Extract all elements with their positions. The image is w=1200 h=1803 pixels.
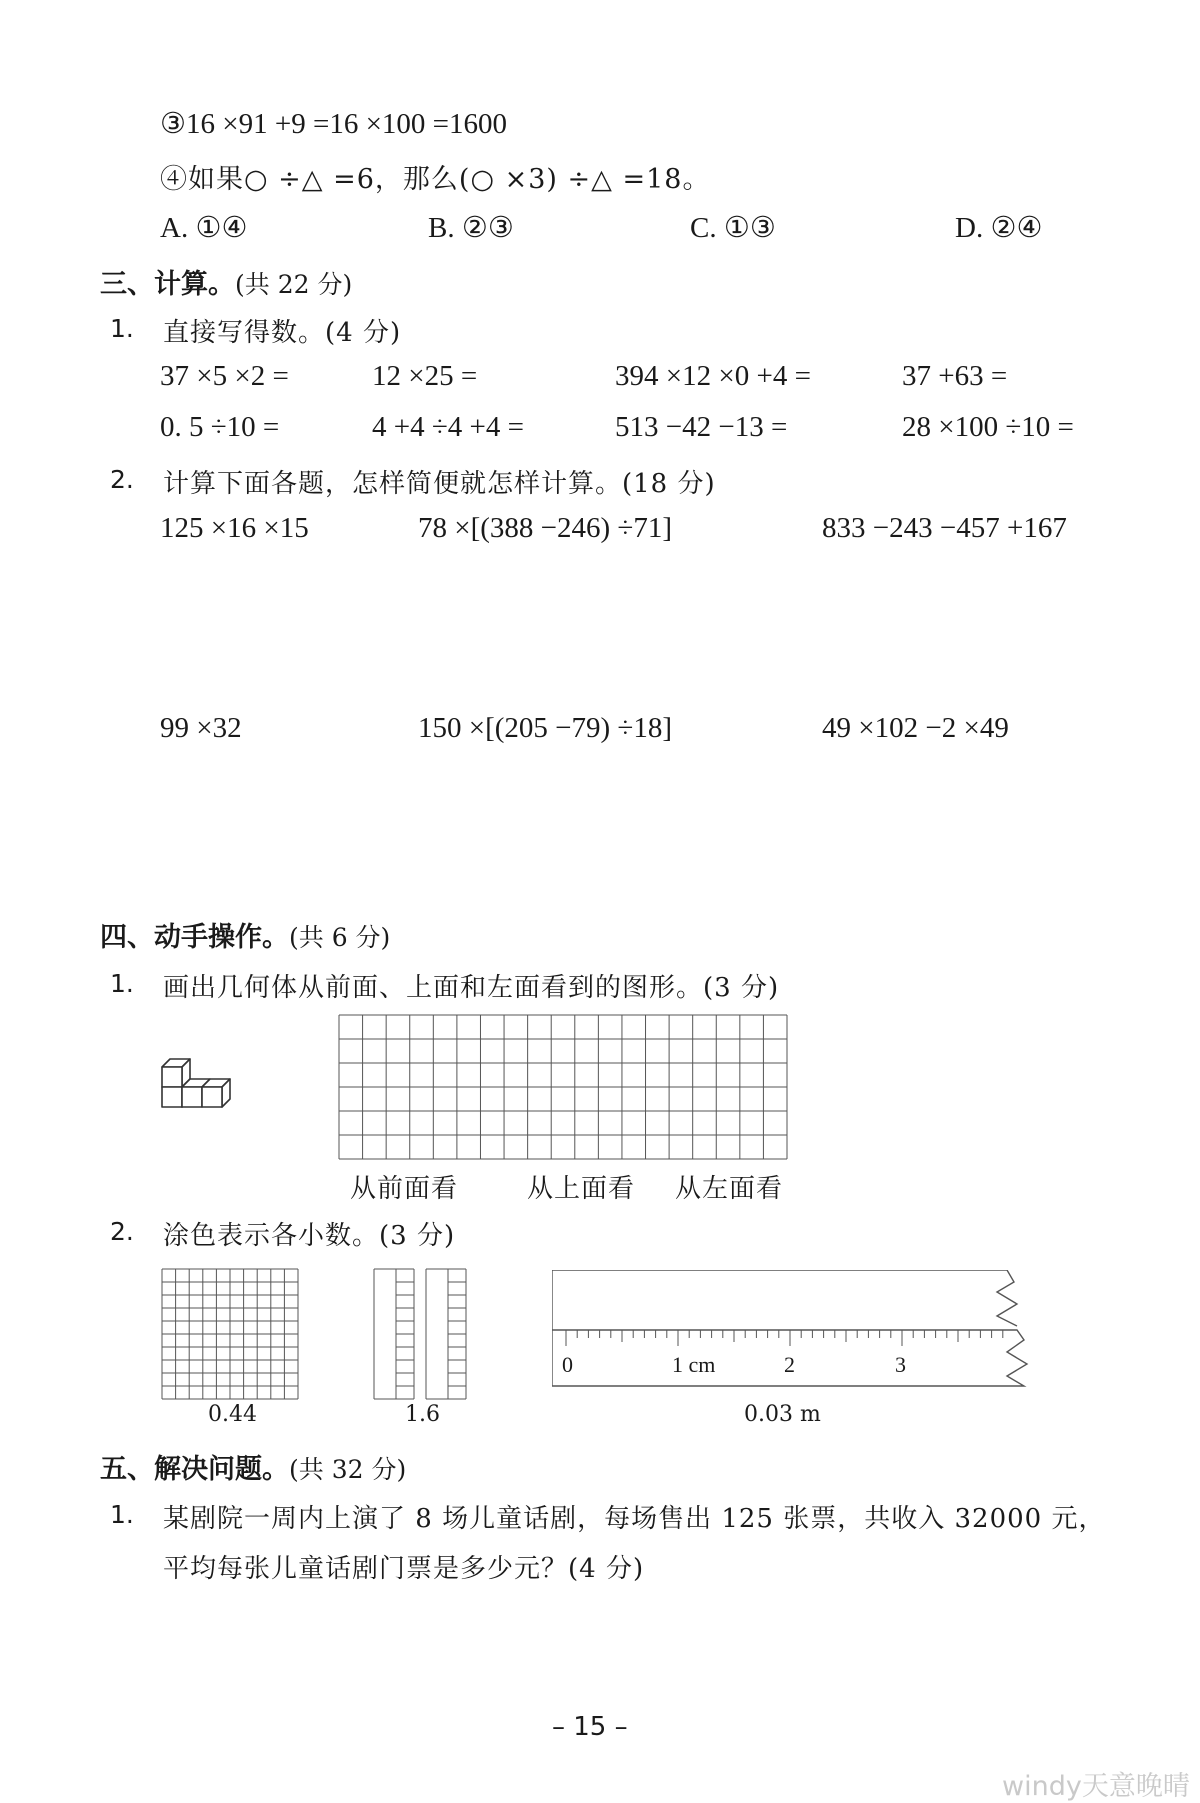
s4-q1-text: 画出几何体从前面、上面和左面看到的图形。(3 分): [163, 973, 780, 1003]
s5-q1-line1: 某剧院一周内上演了 8 场儿童话剧，每场售出 125 张票，共收入 32000 元，: [163, 1504, 1106, 1534]
page-number: – 15 –: [552, 1712, 628, 1742]
section-4-heading: [100, 915, 390, 954]
option-d: D. ②④: [955, 212, 1043, 244]
s3-q1-number: 1.: [110, 314, 134, 343]
s5-q1-line2: 平均每张儿童话剧门票是多少元？(4 分): [163, 1554, 645, 1584]
s4-q1-number: 1.: [110, 969, 134, 998]
s3-q2-text: 计算下面各题，怎样简便就怎样计算。(18 分): [163, 469, 716, 499]
oral-item: 4 +4 ÷4 +4 =: [372, 411, 524, 443]
section-5-heading: [100, 1447, 406, 1486]
view-label-top: 从上面看: [527, 1174, 636, 1204]
hundred-grid[interactable]: [160, 1267, 300, 1401]
oral-item: 28 ×100 ÷10 =: [902, 411, 1074, 443]
s5-q1-number: 1.: [110, 1500, 134, 1529]
s3-q2-number: 2.: [110, 465, 134, 494]
strips-decimal-label: 1.6: [405, 1402, 440, 1427]
view-label-left: 从左面看: [675, 1174, 784, 1204]
section-5-points: (共 32 分): [289, 1455, 407, 1484]
calc-item: 49 ×102 −2 ×49: [822, 712, 1009, 744]
calc-item: 150 ×[(205 −79) ÷18]: [418, 712, 673, 744]
s4-q2-number: 2.: [110, 1217, 134, 1246]
section-5-title: 五、解决问题。: [100, 1454, 289, 1485]
calc-item: 78 ×[(388 −246) ÷71]: [418, 512, 673, 544]
oral-item: 37 +63 =: [902, 360, 1008, 392]
watermark: windy天意晚晴: [1002, 1771, 1190, 1802]
calc-item: 833 −243 −457 +167: [822, 512, 1067, 544]
section-3-points: (共 22 分): [235, 270, 353, 299]
option-a: A. ①④: [160, 212, 248, 244]
oral-item: 12 ×25 =: [372, 360, 478, 392]
statement-3: ③16 ×91 +9 =16 ×100 =1600: [160, 108, 508, 140]
ruler[interactable]: [552, 1270, 1032, 1398]
calc-item: 99 ×32: [160, 712, 242, 744]
ruler-tick-label: 0: [562, 1352, 573, 1377]
section-4-title: 四、动手操作。: [100, 922, 289, 953]
ruler-tick-label: 2: [784, 1352, 795, 1377]
option-b: B. ②③: [428, 212, 514, 244]
tenth-strips[interactable]: [372, 1267, 468, 1401]
ruler-tick-label: 3: [895, 1352, 906, 1377]
oral-item: 394 ×12 ×0 +4 =: [615, 360, 811, 392]
s3-q1-text: 直接写得数。(4 分): [163, 318, 402, 348]
calc-item: 125 ×16 ×15: [160, 512, 309, 544]
drawing-grid[interactable]: [338, 1014, 788, 1160]
option-c: C. ①③: [690, 212, 776, 244]
statement-4: ④如果○ ÷△ =6，那么(○ ×3) ÷△ =18。: [160, 164, 711, 195]
ruler-decimal-label: 0.03 m: [744, 1402, 821, 1427]
grid-decimal-label: 0.44: [208, 1402, 257, 1427]
section-3-title: 三、计算。: [100, 269, 235, 300]
oral-item: 37 ×5 ×2 =: [160, 360, 289, 392]
ruler-tick-label: 1 cm: [672, 1352, 716, 1377]
oral-item: 513 −42 −13 =: [615, 411, 788, 443]
oral-item: 0. 5 ÷10 =: [160, 411, 280, 443]
cubes-figure: [156, 1055, 256, 1135]
s4-q2-text: 涂色表示各小数。(3 分): [163, 1221, 456, 1251]
view-label-front: 从前面看: [350, 1174, 459, 1204]
section-3-heading: [100, 262, 352, 301]
section-4-points: (共 6 分): [289, 923, 391, 952]
